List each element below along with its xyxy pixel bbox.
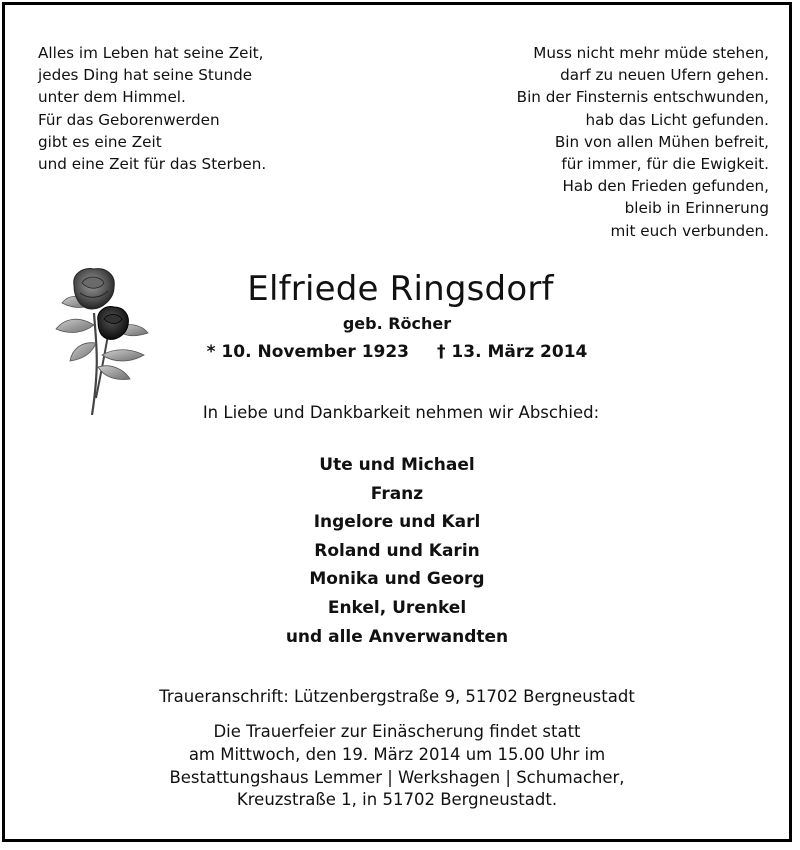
poem-line: jedes Ding hat seine Stunde xyxy=(38,66,253,85)
poem-line: Muss nicht mehr müde stehen, xyxy=(533,44,769,62)
farewell-text: In Liebe und Dankbarkeit nehmen wir Abschied: xyxy=(202,403,600,422)
poem-line: hab das Licht gefunden. xyxy=(585,110,769,129)
death-date: † 13. März 2014 xyxy=(437,342,588,362)
poem-left xyxy=(38,42,266,175)
birth-date: * 10. November 1923 xyxy=(206,342,410,362)
poem-line: und eine Zeit für das Sterben. xyxy=(38,155,267,174)
ceremony-line: Die Trauerfeier zur Einäscherung findet statt xyxy=(213,722,581,741)
obituary-notice xyxy=(2,2,792,842)
poem-line: Bin der Finsternis entschwunden, xyxy=(516,88,769,107)
life-dates xyxy=(5,340,789,364)
poem-line: mit euch verbunden. xyxy=(610,221,769,240)
deceased-name: Elfriede Ringsdorf xyxy=(247,269,554,309)
ceremony-line: am Mittwoch, den 19. März 2014 um 15.00 Uhr im xyxy=(188,744,606,764)
maiden-name: geb. Röcher xyxy=(342,314,452,333)
mourners-list xyxy=(5,451,789,651)
poem-line: Alles im Leben hat seine Zeit, xyxy=(38,44,264,62)
mourning-address: Traueranschrift: Lützenbergstraße 9, 51702 Bergneustadt xyxy=(159,687,635,706)
list-item: Ingelore und Karl xyxy=(313,512,481,533)
poem-line: für immer, für die Ewigkeit. xyxy=(561,155,769,174)
list-item: Roland und Karin xyxy=(314,540,480,561)
poem-right xyxy=(517,42,769,242)
poem-line: gibt es eine Zeit xyxy=(38,132,162,151)
ceremony-info xyxy=(5,721,789,812)
poem-line: Hab den Frieden gefunden, xyxy=(562,177,769,196)
poem-line: Bin von allen Mühen befreit, xyxy=(554,132,769,151)
poem-line: Für das Geborenwerden xyxy=(38,110,220,129)
list-item: und alle Anverwandten xyxy=(285,626,509,647)
poem-line: darf zu neuen Ufern gehen. xyxy=(560,66,769,85)
list-item: Ute und Michael xyxy=(319,455,475,475)
poem-line: unter dem Himmel. xyxy=(38,88,186,107)
list-item: Enkel, Urenkel xyxy=(327,597,467,618)
poem-line: bleib in Erinnerung xyxy=(624,199,769,218)
list-item: Franz xyxy=(370,483,424,504)
list-item: Monika und Georg xyxy=(309,569,485,590)
ceremony-line: Kreuzstraße 1, in 51702 Bergneustadt. xyxy=(236,790,558,810)
ceremony-line: Bestattungshaus Lemmer | Werkshagen | Schumacher, xyxy=(169,767,625,787)
